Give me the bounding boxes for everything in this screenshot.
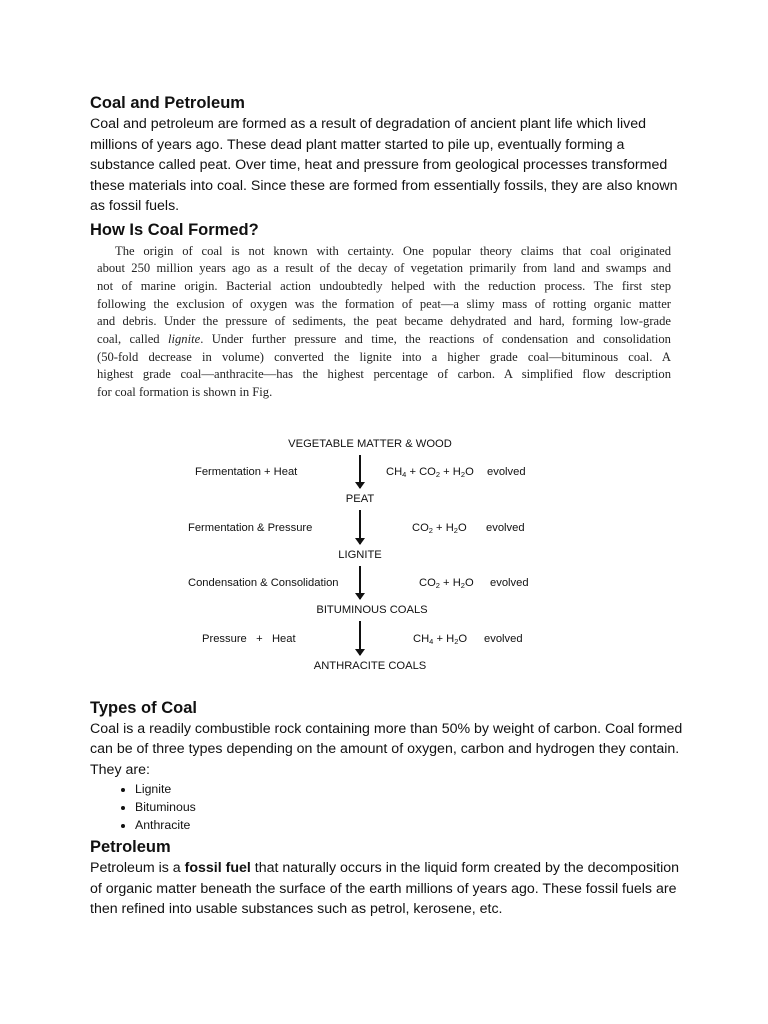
formula-subscript: 4 bbox=[429, 636, 434, 646]
flow-process-label: Condensation & Consolidation bbox=[188, 576, 339, 589]
formula-part: O bbox=[465, 465, 474, 478]
formula-part: + H bbox=[433, 632, 455, 645]
paragraph-types-of-coal: Coal is a readily combustible rock containing more than 50% by weight of carbon. Coal formed can be of three types depending on the amount of oxygen, carbon and hydrogen they contain. They are: bbox=[90, 720, 683, 778]
flow-process-label: Fermentation & Pressure bbox=[188, 521, 313, 534]
flow-product-formula bbox=[419, 577, 474, 589]
formula-part: O bbox=[464, 576, 474, 589]
formula-part: CO bbox=[419, 576, 436, 589]
formula-part: CH bbox=[386, 465, 403, 478]
formula-part: + H bbox=[440, 465, 461, 478]
formula-subscript: 2 bbox=[453, 525, 458, 535]
coal-formation-flow-diagram bbox=[90, 438, 690, 683]
flow-product-note: evolved bbox=[490, 576, 529, 589]
quoted-excerpt bbox=[97, 243, 671, 402]
flow-process-label: Fermentation + Heat bbox=[195, 465, 298, 478]
excerpt-line: (50-fold decrease in volume) converted the lignite into a higher grade coal—bituminous coal. A bbox=[97, 349, 671, 364]
list-item: • Lignite bbox=[135, 781, 690, 799]
flow-stage-peat: PEAT bbox=[345, 492, 375, 505]
formula-part: O bbox=[458, 632, 468, 645]
flow-arrow-down bbox=[359, 621, 361, 655]
formula-subscript: 2 bbox=[435, 469, 441, 479]
excerpt-line: following the exclusion of oxygen was the formation of peat—a slimy mass of rotting organic matter bbox=[97, 296, 671, 311]
flow-stage-bituminous: BITUMINOUS COALS bbox=[316, 603, 428, 616]
formula-part: CH bbox=[413, 632, 430, 645]
formula-part: + H bbox=[439, 576, 461, 589]
paragraph-petroleum bbox=[90, 858, 690, 920]
heading-coal-and-petroleum: Coal and Petroleum bbox=[90, 94, 245, 112]
heading-petroleum: Petroleum bbox=[90, 838, 171, 857]
formula-subscript: 2 bbox=[460, 580, 465, 590]
excerpt-line: not of marine origin. Bacterial action undoubtedly helped with the reduction process. The first step bbox=[97, 278, 671, 293]
flow-product-note: evolved bbox=[484, 632, 523, 645]
excerpt-line-lignite bbox=[97, 331, 671, 349]
excerpt-italic-lignite: lignite bbox=[168, 332, 201, 347]
formula-subscript: 2 bbox=[428, 525, 433, 535]
excerpt-fragment: . Under further pressure and time, the reactions of condensation and consolidation bbox=[200, 332, 671, 347]
coal-types-list bbox=[90, 781, 690, 834]
flow-product-formula bbox=[386, 466, 474, 478]
formula-subscript: 4 bbox=[402, 469, 407, 479]
excerpt-line: for coal formation is shown in Fig. bbox=[97, 385, 273, 400]
list-item: • Bituminous bbox=[135, 799, 690, 817]
excerpt-line: highest grade coal—anthracite—has the highest percentage of carbon. A simplified flow description bbox=[97, 367, 671, 382]
excerpt-fragment: coal, called bbox=[97, 332, 160, 347]
formula-subscript: 2 bbox=[460, 469, 466, 479]
heading-types-of-coal: Types of Coal bbox=[90, 698, 197, 717]
flow-arrow-down bbox=[359, 455, 361, 488]
formula-part: + CO bbox=[406, 465, 436, 478]
formula-part: O bbox=[457, 521, 467, 534]
excerpt-line: about 250 million years ago as a result of the decay of vegetation primarily from land and swamps and bbox=[97, 261, 671, 276]
flow-product-formula bbox=[412, 522, 467, 534]
formula-part: CO bbox=[412, 521, 429, 534]
formula-subscript: 2 bbox=[435, 580, 440, 590]
flow-stage-vegetable-matter: VEGETABLE MATTER & WOOD bbox=[288, 437, 452, 450]
petroleum-text: Petroleum is a bbox=[90, 860, 185, 877]
document-page bbox=[90, 92, 690, 920]
flow-process-label: Pressure + Heat bbox=[202, 632, 296, 645]
formula-part: + H bbox=[432, 521, 454, 534]
list-item: • Anthracite bbox=[135, 817, 690, 835]
paragraph-coal-and-petroleum: Coal and petroleum are formed as a result of degradation of ancient plant life which lived millions of years ago. These dead plant matter started to pile up, eventually forming a substance called peat. Over time, heat and pressure from geological processes transformed these materials into coal. Since these are formed from essentially fossils, they are also known as fossil fuels. bbox=[90, 116, 678, 214]
excerpt-line: The origin of coal is not known with certainty. One popular theory claims that coal originated bbox=[115, 243, 671, 258]
flow-stage-lignite: LIGNITE bbox=[338, 548, 382, 561]
petroleum-bold-term: fossil fuel bbox=[184, 860, 251, 877]
flow-arrow-down bbox=[359, 510, 361, 544]
flow-product-note: evolved bbox=[486, 521, 525, 534]
flow-arrow-down bbox=[359, 566, 361, 599]
formula-subscript: 2 bbox=[454, 636, 459, 646]
flow-stage-anthracite: ANTHRACITE COALS bbox=[313, 659, 427, 672]
petroleum-text: that naturally occurs in the liquid form created by the decomposition of organic matter beneath the surface of the earth millions of years ago. These fossil fuels are then refined into usable substances such as petrol, kerosene, etc. bbox=[90, 860, 680, 918]
flow-product-formula bbox=[413, 633, 467, 645]
excerpt-line: and debris. Under the pressure of sediments, the peat became dehydrated and hard, forming low-grade bbox=[97, 314, 671, 329]
heading-how-is-coal-formed: How Is Coal Formed? bbox=[90, 220, 259, 239]
flow-product-note: evolved bbox=[487, 465, 526, 478]
